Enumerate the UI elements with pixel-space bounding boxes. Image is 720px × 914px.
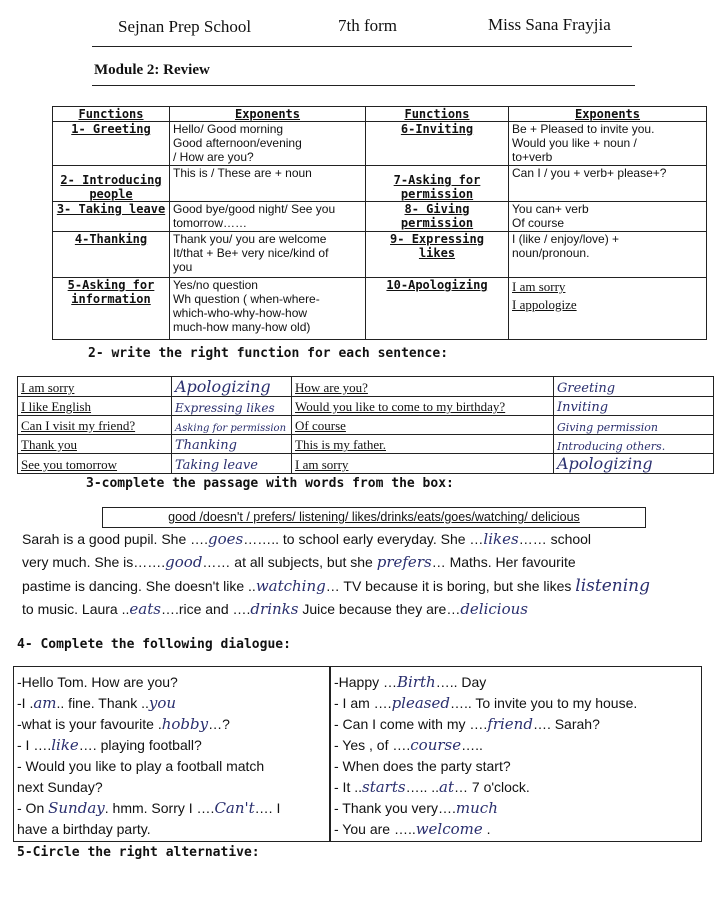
sentence: I am sorry xyxy=(18,377,172,397)
dialogue-text: - You are ….. xyxy=(334,821,416,837)
function-name: 9- Expressing likes xyxy=(366,232,509,278)
handwritten-answer: Inviting xyxy=(554,397,714,416)
table-row xyxy=(53,166,707,202)
handwritten-answer: Giving permission xyxy=(554,416,714,435)
word-box-text: good /doesn't / prefers/ listening/ likes/drinks/eats/goes/watching/ delicious xyxy=(168,510,580,524)
exponent: Good bye/good night/ See you tomorrow…… xyxy=(170,202,366,232)
handwritten-answer: Greeting xyxy=(554,377,714,397)
sentence: How are you? xyxy=(292,377,554,397)
exponent: I am sorry I appologize xyxy=(509,278,707,340)
dialogue-text: - When does the party start? xyxy=(334,758,511,774)
exponent: I (like / enjoy/love) + noun/pronoun. xyxy=(509,232,707,278)
dialogue-text: ….. To invite you to my house. xyxy=(449,695,638,711)
dialogue-line xyxy=(17,798,280,819)
passage-text: Juice because they are… xyxy=(298,601,461,617)
table-row xyxy=(18,416,714,435)
dialogue-line xyxy=(334,672,637,693)
teacher-name: Miss Sana Frayjia xyxy=(488,15,611,34)
dialogue-line xyxy=(17,819,280,840)
exponent: This is / These are + noun xyxy=(170,166,366,202)
dialogue-text: - I …. xyxy=(17,737,52,753)
passage-text: ….rice and …. xyxy=(160,601,251,617)
dialogue-line xyxy=(334,819,637,840)
exponent: Thank you/ you are welcome It/that + Be+ very nice/kind of you xyxy=(170,232,366,278)
dialogue-left xyxy=(17,672,280,840)
dialogue-text: …? xyxy=(208,716,230,732)
passage-line xyxy=(22,600,528,618)
table-header-row xyxy=(53,107,707,122)
dialogue-text: next Sunday? xyxy=(17,779,103,795)
dialogue-line xyxy=(334,777,637,798)
handwritten-answer: Can't xyxy=(214,799,255,817)
handwritten-answer: at xyxy=(439,778,455,796)
function-name: 5-Asking for information xyxy=(53,278,170,340)
sentence: This is my father. xyxy=(292,435,554,454)
dialogue-text: - It .. xyxy=(334,779,362,795)
handwritten-answer: Apologizing xyxy=(172,377,292,397)
exponent: Yes/no question Wh question ( when-where- which-who-why-how-how much-how many-how old) xyxy=(170,278,366,340)
dialogue-line xyxy=(17,756,280,777)
dialogue-text: -what is your favourite . xyxy=(17,716,162,732)
handwritten-answer: goes xyxy=(208,530,244,548)
module-title: Module 2: Review xyxy=(94,62,210,78)
handwritten-answer: you xyxy=(148,694,177,712)
col-header: Exponents xyxy=(509,107,707,122)
handwritten-answer: friend xyxy=(487,715,533,733)
handwritten-answer: hobby xyxy=(161,715,209,733)
section-5-title: 5-Circle the right alternative: xyxy=(17,845,260,860)
function-name: 1- Greeting xyxy=(53,122,170,166)
handwritten-answer: Thanking xyxy=(172,435,292,454)
passage-text: pastime is dancing. She doesn't like .. xyxy=(22,578,256,594)
passage-text: to music. Laura .. xyxy=(22,601,130,617)
handwritten-answer: listening xyxy=(575,576,651,596)
handwritten-answer: Introducing others. xyxy=(554,435,714,454)
function-name: 2- Introducing people xyxy=(53,166,170,202)
handwritten-answer: eats xyxy=(129,600,161,618)
word-box xyxy=(102,507,646,528)
table-row xyxy=(18,435,714,454)
handwritten-answer: Sunday xyxy=(48,799,105,817)
dialogue-text: . xyxy=(482,821,491,837)
dialogue-text: ….. Day xyxy=(435,674,487,690)
dialogue-text: - Can I come with my …. xyxy=(334,716,488,732)
dialogue-text: have a birthday party. xyxy=(17,821,151,837)
dialogue-line xyxy=(334,693,637,714)
passage-text: …… at all subjects, but she xyxy=(202,554,377,570)
passage-text: … TV because it is boring, but she likes xyxy=(325,578,576,594)
function-name: 3- Taking leave xyxy=(53,202,170,232)
handwritten-answer: Apologizing xyxy=(554,454,714,474)
exponent: You can+ verb Of course xyxy=(509,202,707,232)
passage-line xyxy=(22,553,576,571)
dialogue-text: - I am …. xyxy=(334,695,392,711)
table-row xyxy=(53,232,707,278)
handwritten-answer: much xyxy=(455,799,498,817)
sentence: Can I visit my friend? xyxy=(18,416,172,435)
passage-text: Sarah is a good pupil. She …. xyxy=(22,531,209,547)
dialogue-line xyxy=(334,714,637,735)
passage-text: …….. to school early everyday. She … xyxy=(243,531,484,547)
dialogue-text: . hmm. Sorry I …. xyxy=(104,800,215,816)
exponent: Be + Pleased to invite you. Would you like + noun / to+verb xyxy=(509,122,707,166)
table-row xyxy=(53,202,707,232)
function-name: 8- Giving permission xyxy=(366,202,509,232)
sentence: Would you like to come to my birthday? xyxy=(292,397,554,416)
dialogue-text: -Hello Tom. How are you? xyxy=(17,674,178,690)
dialogue-text: …. Sarah? xyxy=(532,716,600,732)
handwritten-answer: delicious xyxy=(460,600,528,618)
dialogue-line xyxy=(17,672,280,693)
section-3-title: 3-complete the passage with words from the box: xyxy=(86,476,454,491)
passage-line xyxy=(22,576,650,596)
dialogue-text: - On xyxy=(17,800,49,816)
handwritten-answer: Expressing likes xyxy=(172,397,292,416)
handwritten-answer: like xyxy=(51,736,79,754)
dialogue-right xyxy=(334,672,637,840)
function-name: 4-Thanking xyxy=(53,232,170,278)
col-header: Functions xyxy=(53,107,170,122)
module-rule xyxy=(92,85,635,86)
col-header: Exponents xyxy=(170,107,366,122)
handwritten-answer: prefers xyxy=(376,553,432,571)
handwritten-answer: Asking for permission xyxy=(172,416,292,435)
handwritten-answer: Birth xyxy=(397,673,436,691)
table-row xyxy=(53,122,707,166)
handwritten-answer: Taking leave xyxy=(172,454,292,474)
dialogue-text: …. I xyxy=(254,800,281,816)
school-name: Sejnan Prep School xyxy=(118,17,252,36)
handwritten-answer: drinks xyxy=(250,600,299,618)
handwritten-answer: starts xyxy=(362,778,406,796)
sentence: Thank you xyxy=(18,435,172,454)
exponent: Hello/ Good morning Good afternoon/evening / How are you? xyxy=(170,122,366,166)
passage-text: …… school xyxy=(518,531,592,547)
dialogue-text: … 7 o'clock. xyxy=(454,779,530,795)
dialogue-text: - Yes , of …. xyxy=(334,737,411,753)
handwritten-answer: likes xyxy=(483,530,519,548)
dialogue-text: - Would you like to play a football match xyxy=(17,758,265,774)
dialogue-line xyxy=(17,693,280,714)
handwritten-answer: watching xyxy=(255,577,326,595)
dialogue-text: ….. .. xyxy=(405,779,440,795)
dialogue-text: -Happy … xyxy=(334,674,398,690)
section-2-table xyxy=(17,376,714,474)
function-name: 10-Apologizing xyxy=(366,278,509,340)
handwritten-answer: course xyxy=(410,736,462,754)
form-level: 7th form xyxy=(338,16,398,35)
sentence: Of course xyxy=(292,416,554,435)
sentence: I am sorry xyxy=(292,454,554,474)
handwritten-answer: am xyxy=(33,694,57,712)
dialogue-line xyxy=(334,735,637,756)
dialogue-line xyxy=(17,777,280,798)
handwritten-answer: good xyxy=(165,553,203,571)
header-rule xyxy=(92,46,632,47)
passage-text: … Maths. Her favourite xyxy=(431,554,576,570)
table-row xyxy=(18,454,714,474)
exponent: Can I / you + verb+ please+? xyxy=(509,166,707,202)
section-2-title: 2- write the right function for each sentence: xyxy=(88,346,449,361)
passage-text: very much. She is……. xyxy=(22,554,166,570)
sentence: See you tomorrow xyxy=(18,454,172,474)
col-header: Functions xyxy=(366,107,509,122)
sentence: I like English xyxy=(18,397,172,416)
passage-line xyxy=(22,530,591,548)
functions-table xyxy=(52,106,707,340)
handwritten-answer: welcome xyxy=(415,820,483,838)
table-row xyxy=(53,278,707,340)
handwritten-answer: pleased xyxy=(391,694,450,712)
dialogue-text: .. fine. Thank .. xyxy=(56,695,149,711)
section-4-title: 4- Complete the following dialogue: xyxy=(17,637,291,652)
dialogue-line xyxy=(334,798,637,819)
dialogue-text: -I . xyxy=(17,695,34,711)
dialogue-text: ….. xyxy=(461,737,483,753)
table-row xyxy=(18,397,714,416)
dialogue-line xyxy=(17,735,280,756)
dialogue-text: - Thank you very…. xyxy=(334,800,456,816)
dialogue-line xyxy=(17,714,280,735)
dialogue-text: …. playing football? xyxy=(78,737,202,753)
function-name: 7-Asking for permission xyxy=(366,166,509,202)
function-name: 6-Inviting xyxy=(366,122,509,166)
dialogue-line xyxy=(334,756,637,777)
table-row xyxy=(18,377,714,397)
